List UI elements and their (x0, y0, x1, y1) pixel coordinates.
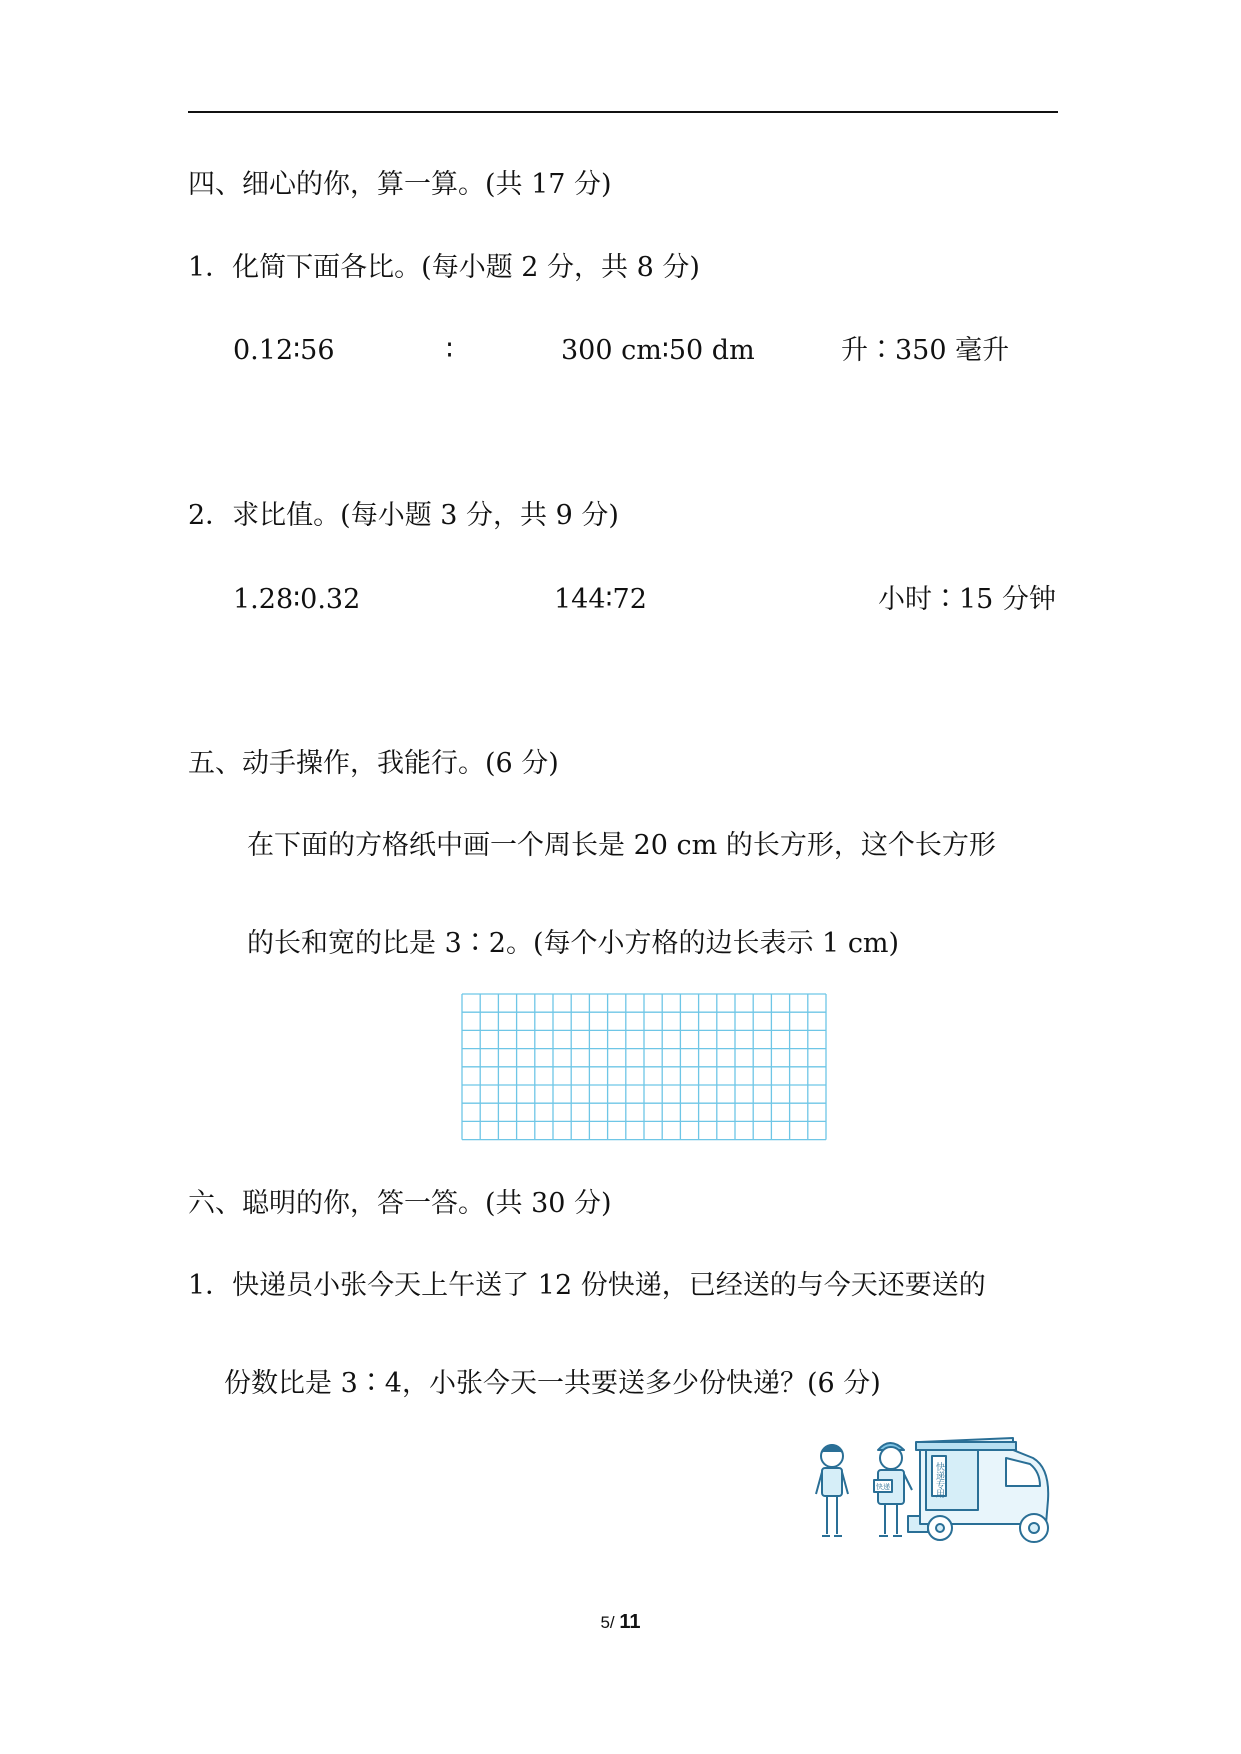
page-current: 5 (600, 1613, 610, 1632)
page-number (0, 1611, 1241, 1634)
q2-item-2: 144∶72 (554, 584, 647, 615)
q2-item-1: 1.28∶0.32 (233, 584, 361, 615)
q1-item-2: ∶ (446, 335, 454, 366)
q1-item-3: 300 cm∶50 dm (561, 335, 755, 366)
section5-line1: 在下面的方格纸中画一个周长是 20 cm 的长方形，这个长方形 (247, 830, 996, 861)
section5-title: 五、动手操作，我能行。(6 分) (188, 748, 559, 779)
section4-q1-title: 1．化简下面各比。(每小题 2 分，共 8 分) (188, 252, 700, 283)
box-label: 快递 (876, 1483, 890, 1491)
section6-title: 六、聪明的你，答一答。(共 30 分) (188, 1188, 612, 1219)
section4-q2-title: 2．求比值。(每小题 3 分，共 9 分) (188, 500, 619, 531)
section6-q1-line1: 1．快递员小张今天上午送了 12 份快递，已经送的与今天还要送的 (188, 1270, 986, 1301)
courier-illustration (808, 1428, 1058, 1548)
q1-item-1: 0.12∶56 (233, 335, 335, 366)
section6-q1-line2: 份数比是 3∶4，小张今天一共要送多少份快递？(6 分) (224, 1368, 881, 1399)
q2-item-3: 小时∶15 分钟 (878, 584, 1056, 615)
q1-item-4: 升∶350 毫升 (841, 335, 1010, 366)
van-label: 快递专用 (934, 1462, 944, 1498)
section4-title: 四、细心的你，算一算。(共 17 分) (188, 169, 612, 200)
page-total: 11 (619, 1611, 641, 1633)
header-rule (188, 111, 1058, 113)
section5-line2: 的长和宽的比是 3∶2。(每个小方格的边长表示 1 cm) (247, 928, 900, 959)
page-separator: / (609, 1613, 615, 1632)
boy-figure (816, 1445, 848, 1536)
square-grid-paper[interactable] (461, 993, 828, 1142)
